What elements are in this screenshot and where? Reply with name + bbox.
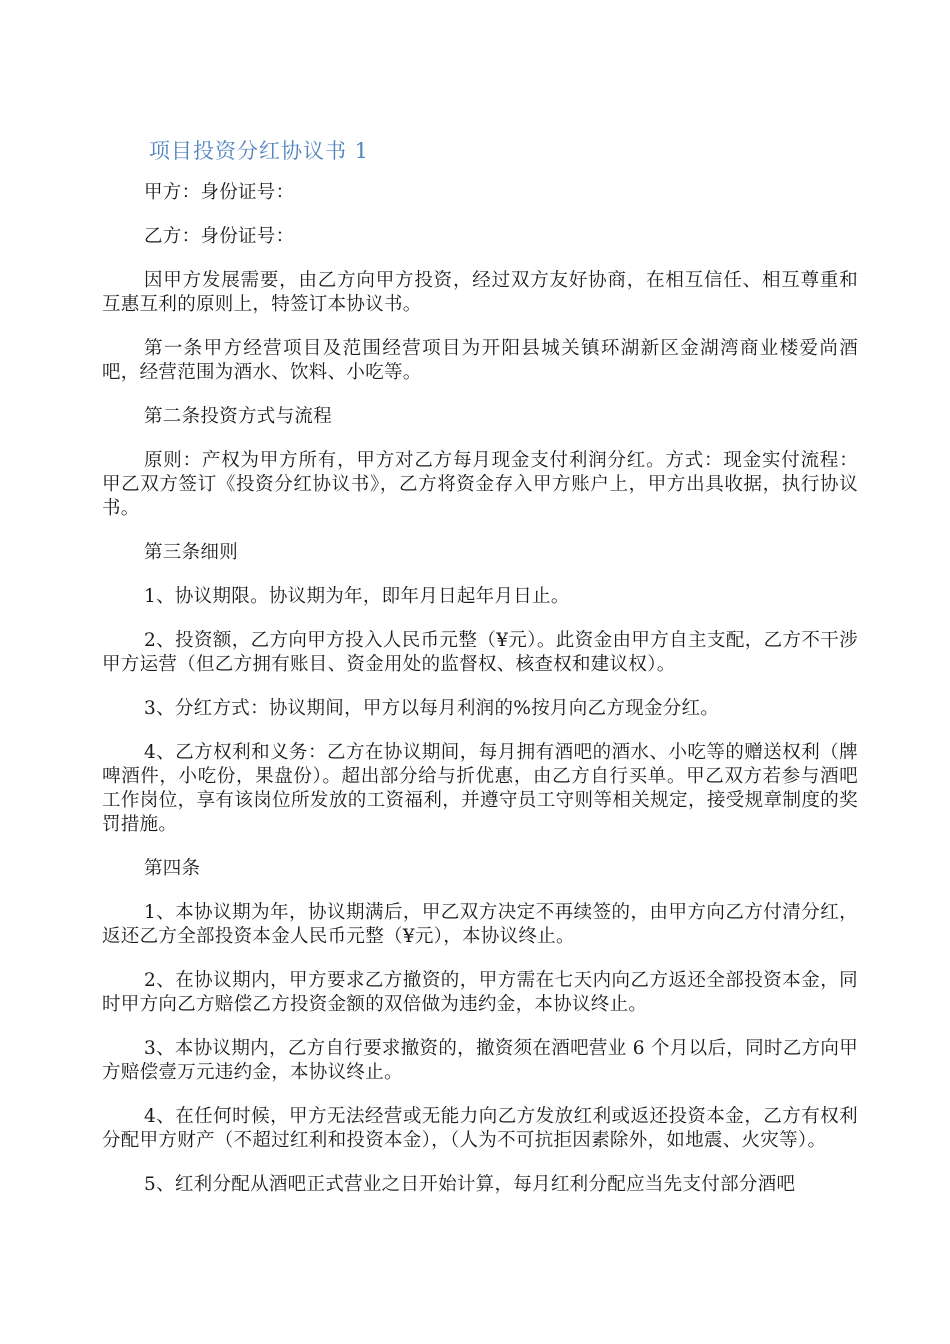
article-2-paragraph: 原则：产权为甲方所有，甲方对乙方每月现金支付利润分红。方式：现金实付流程：甲乙双方签订《投资分红协议书》，乙方将资金存入甲方账户上，甲方出具收据，执行协议书。 bbox=[102, 450, 858, 519]
article-3-clause-3: 3、分红方式：协议期间，甲方以每月利润的%按月向乙方现金分红。 bbox=[144, 698, 720, 719]
article-3-clause-1: 1、协议期限。协议期为年，即年月日起年月日止。 bbox=[144, 586, 570, 607]
article-3-clause-4: 4、乙方权利和义务：乙方在协议期间，每月拥有酒吧的酒水、小吃等的赠送权利（牌啤酒件，小吃份，果盘份）。超出部分给与折优惠，由乙方自行买单。甲乙双方若参与酒吧工作岗位，享有该岗位所发放的工资福利，并遵守员工守则等相关规定，接受规章制度的奖罚措施。 bbox=[102, 742, 858, 835]
article-2-heading: 第二条投资方式与流程 bbox=[144, 406, 333, 427]
article-3-heading: 第三条细则 bbox=[144, 542, 239, 563]
article-4-clause-4: 4、在任何时候，甲方无法经营或无能力向乙方发放红利或返还投资本金，乙方有权利分配甲方财产（不超过红利和投资本金），（人为不可抗拒因素除外，如地震、火灾等）。 bbox=[102, 1106, 858, 1151]
document-body bbox=[102, 136, 858, 1217]
article-4-heading: 第四条 bbox=[144, 858, 201, 879]
article-4-clause-5: 5、红利分配从酒吧正式营业之日开始计算，每月红利分配应当先支付部分酒吧 bbox=[144, 1174, 796, 1195]
article-4-clause-3: 3、本协议期内，乙方自行要求撤资的，撤资须在酒吧营业 6 个月以后，同时乙方向甲方赔偿壹万元违约金，本协议终止。 bbox=[102, 1038, 858, 1083]
preamble-paragraph: 因甲方发展需要，由乙方向甲方投资，经过双方友好协商，在相互信任、相互尊重和互惠互利的原则上，特签订本协议书。 bbox=[102, 270, 858, 315]
article-1-paragraph: 第一条甲方经营项目及范围经营项目为开阳县城关镇环湖新区金湖湾商业楼爱尚酒吧，经营范围为酒水、饮料、小吃等。 bbox=[102, 338, 858, 383]
party-a-line: 甲方：身份证号： bbox=[144, 182, 295, 203]
article-3-clause-2: 2、投资额，乙方向甲方投入人民币元整（¥元）。此资金由甲方自主支配，乙方不干涉甲方运营（但乙方拥有账目、资金用处的监督权、核查权和建议权）。 bbox=[102, 630, 858, 675]
article-4-clause-1: 1、本协议期为年，协议期满后，甲乙双方决定不再续签的，由甲方向乙方付清分红，返还乙方全部投资本金人民币元整（¥元），本协议终止。 bbox=[102, 902, 858, 947]
article-4-clause-2: 2、在协议期内，甲方要求乙方撤资的，甲方需在七天内向乙方返还全部投资本金，同时甲方向乙方赔偿乙方投资金额的双倍做为违约金，本协议终止。 bbox=[102, 970, 858, 1015]
document-title: 项目投资分红协议书 1 bbox=[149, 139, 370, 163]
party-b-line: 乙方：身份证号： bbox=[144, 226, 295, 247]
